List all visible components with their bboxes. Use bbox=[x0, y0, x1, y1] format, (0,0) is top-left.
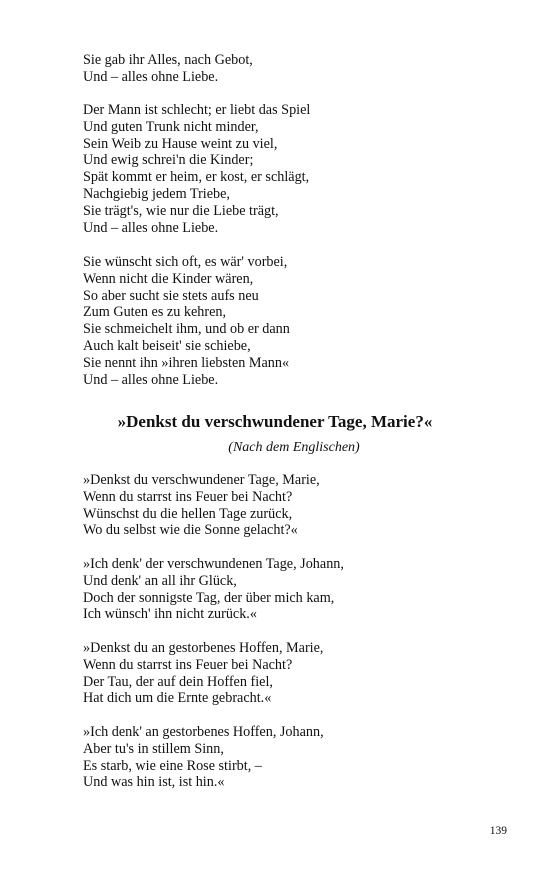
poem-line: Ich wünsch' ihn nicht zurück.« bbox=[83, 606, 257, 623]
poem-line: Zum Guten es zu kehren, bbox=[83, 304, 227, 321]
poem-line: Auch kalt beiseit' sie schiebe, bbox=[83, 337, 251, 354]
poem-line: Hat dich um die Ernte gebracht.« bbox=[83, 690, 272, 707]
poem-stanza-1 bbox=[83, 472, 503, 539]
poem-line: Sie trägt's, wie nur die Liebe trägt, bbox=[83, 202, 279, 219]
poem-subtitle: (Nach dem Englischen) bbox=[228, 440, 360, 455]
poem-line: Es starb, wie eine Rose stirbt, – bbox=[83, 757, 262, 774]
poem-line: Und denk' an all ihr Glück, bbox=[83, 572, 237, 589]
poem-line: Und – alles ohne Liebe. bbox=[83, 371, 219, 388]
poem-line: Sie wünscht sich oft, es wär' vorbei, bbox=[83, 254, 288, 270]
poem-line: Nachgiebig jedem Triebe, bbox=[83, 185, 230, 202]
poem-line: Wenn nicht die Kinder wären, bbox=[83, 270, 254, 287]
poem-line: Wenn du starrst ins Feuer bei Nacht? bbox=[83, 488, 293, 505]
poem-line: »Ich denk' der verschwundenen Tage, Johann, bbox=[83, 556, 344, 572]
stanza-2 bbox=[83, 102, 503, 236]
poem-line: Der Mann ist schlecht; er liebt das Spiel bbox=[83, 102, 311, 118]
poem-line: »Ich denk' an gestorbenes Hoffen, Johann, bbox=[83, 724, 324, 740]
poem-line: Und guten Trunk nicht minder, bbox=[83, 118, 259, 135]
poem-line: Wünschst du die hellen Tage zurück, bbox=[83, 505, 293, 522]
poem-line: »Denkst du an gestorbenes Hoffen, Marie, bbox=[83, 640, 324, 656]
page-number: 139 bbox=[489, 825, 507, 837]
poem-line: Und was hin ist, ist hin.« bbox=[83, 774, 225, 791]
poem-line: Und – alles ohne Liebe. bbox=[83, 219, 219, 236]
poem-stanza-4 bbox=[83, 724, 503, 791]
poem-line: Wo du selbst wie die Sonne gelacht?« bbox=[83, 522, 298, 539]
poem-line: Sie nennt ihn »ihren liebsten Mann« bbox=[83, 354, 290, 371]
poem-line: Doch der sonnigste Tag, der über mich kam, bbox=[83, 589, 335, 606]
poem-line: Der Tau, der auf dein Hoffen fiel, bbox=[83, 673, 273, 690]
poem-line: Sie gab ihr Alles, nach Gebot, bbox=[83, 52, 253, 68]
poem-stanza-3 bbox=[83, 640, 503, 707]
poem-line: Und ewig schrei'n die Kinder; bbox=[83, 152, 254, 169]
poem-line: So aber sucht sie stets aufs neu bbox=[83, 287, 259, 304]
poem-line: Wenn du starrst ins Feuer bei Nacht? bbox=[83, 656, 293, 673]
poem-line: »Denkst du verschwundener Tage, Marie, bbox=[83, 472, 320, 488]
poem-line: Sie schmeichelt ihm, und ob er dann bbox=[83, 321, 290, 338]
stanza-1 bbox=[83, 52, 503, 86]
poem-line: Sein Weib zu Hause weint zu viel, bbox=[83, 135, 278, 152]
poem-stanza-2 bbox=[83, 556, 503, 623]
poem-line: Aber tu's in stillem Sinn, bbox=[83, 740, 224, 757]
stanza-3 bbox=[83, 254, 503, 388]
poem-line: Spät kommt er heim, er kost, er schlägt, bbox=[83, 169, 310, 186]
poem-title: »Denkst du verschwundener Tage, Marie?« bbox=[117, 412, 433, 431]
poem-line: Und – alles ohne Liebe. bbox=[83, 68, 219, 85]
